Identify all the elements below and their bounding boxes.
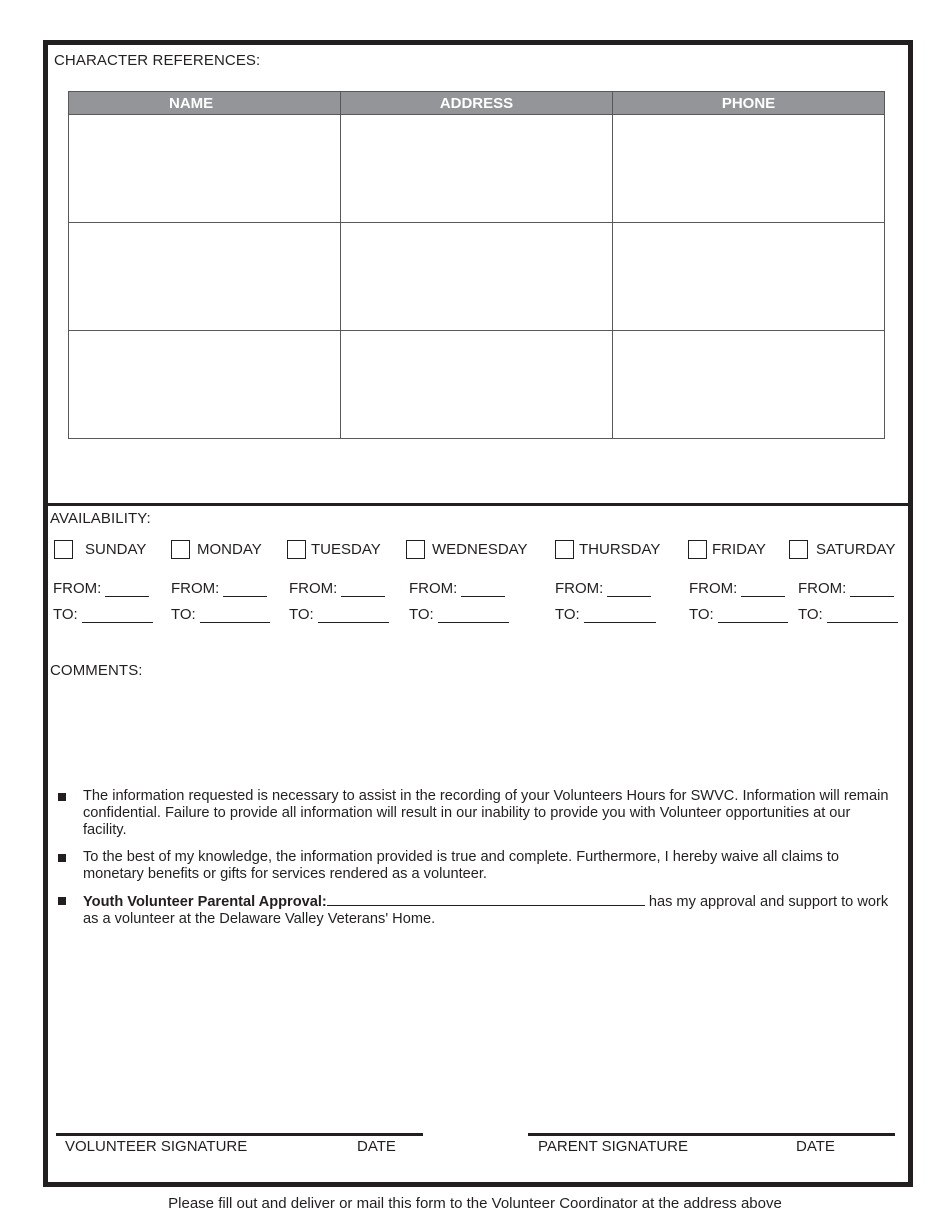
day-sunday [54, 538, 146, 561]
parental-approval-body: has my approval and support to work as a volunteer at the Delaware Valley Veterans' Home. [83, 894, 889, 927]
from-label: FROM: [689, 580, 738, 597]
reference-3-phone-cell[interactable] [613, 331, 885, 439]
reference-1-phone-cell[interactable] [613, 115, 885, 223]
saturday-to-field[interactable] [827, 608, 898, 623]
reference-1-name-cell[interactable] [69, 115, 341, 223]
to-label: TO: [798, 606, 823, 623]
tuesday-checkbox[interactable] [287, 540, 306, 559]
monday-label: MONDAY [197, 541, 262, 558]
saturday-label: SATURDAY [816, 541, 896, 558]
to-label: TO: [555, 606, 580, 623]
comments-title: COMMENTS: [50, 662, 143, 679]
monday-to-field[interactable] [200, 608, 270, 623]
to-label: TO: [409, 606, 434, 623]
column-header-name: NAME [69, 92, 341, 115]
friday-checkbox[interactable] [688, 540, 707, 559]
wednesday-label: WEDNESDAY [432, 541, 528, 558]
friday-from [689, 580, 785, 597]
info-statement-text: The information requested is necessary to assist in the recording of your Volunteers Hours for SWVC. Information will remain confidential. Failure to provide all information will result in our inability to provide you with Volunteer opportunities at our facility. [83, 788, 889, 838]
wednesday-checkbox[interactable] [406, 540, 425, 559]
sunday-label: SUNDAY [85, 541, 147, 558]
day-thursday [555, 538, 660, 561]
availability-title: AVAILABILITY: [50, 510, 151, 527]
table-row [69, 223, 885, 331]
saturday-from-field[interactable] [850, 582, 894, 597]
from-label: FROM: [409, 580, 458, 597]
sunday-to-field[interactable] [82, 608, 153, 623]
monday-to [171, 606, 270, 623]
reference-2-address-cell[interactable] [341, 223, 613, 331]
to-label: TO: [689, 606, 714, 623]
thursday-label: THURSDAY [579, 541, 661, 558]
day-friday [688, 538, 766, 561]
comments-field[interactable] [50, 684, 900, 774]
volunteer-signature-label: VOLUNTEER SIGNATURE [65, 1138, 248, 1155]
parental-approval-statement [58, 892, 894, 928]
truth-statement [58, 849, 894, 883]
from-label: FROM: [53, 580, 102, 597]
reference-2-name-cell[interactable] [69, 223, 341, 331]
monday-from-field[interactable] [223, 582, 267, 597]
sunday-from-field[interactable] [105, 582, 149, 597]
friday-to [689, 606, 788, 623]
thursday-from [555, 580, 651, 597]
from-label: FROM: [798, 580, 847, 597]
wednesday-to [409, 606, 509, 623]
section-divider [43, 503, 913, 506]
table-row [69, 115, 885, 223]
parent-signature-line[interactable] [528, 1133, 895, 1136]
parental-approval-text [83, 892, 894, 928]
monday-from [171, 580, 267, 597]
from-label: FROM: [171, 580, 220, 597]
monday-checkbox[interactable] [171, 540, 190, 559]
sunday-from [53, 580, 149, 597]
day-saturday [789, 538, 895, 561]
reference-1-address-cell[interactable] [341, 115, 613, 223]
friday-from-field[interactable] [741, 582, 785, 597]
thursday-to [555, 606, 656, 623]
sunday-checkbox[interactable] [54, 540, 73, 559]
to-label: TO: [171, 606, 196, 623]
references-title: CHARACTER REFERENCES: [54, 52, 261, 69]
reference-3-name-cell[interactable] [69, 331, 341, 439]
friday-to-field[interactable] [718, 608, 788, 623]
to-label: TO: [53, 606, 78, 623]
from-label: FROM: [289, 580, 338, 597]
references-table [68, 91, 885, 439]
tuesday-from-field[interactable] [341, 582, 385, 597]
reference-2-phone-cell[interactable] [613, 223, 885, 331]
column-header-address: ADDRESS [341, 92, 613, 115]
day-tuesday [287, 538, 381, 561]
volunteer-date-label: DATE [357, 1138, 396, 1155]
saturday-checkbox[interactable] [789, 540, 808, 559]
parental-approval-label: Youth Volunteer Parental Approval: [83, 894, 327, 910]
saturday-from [798, 580, 894, 597]
youth-name-field[interactable] [327, 892, 645, 906]
day-monday [171, 538, 262, 561]
thursday-from-field[interactable] [607, 582, 651, 597]
column-header-phone: PHONE [613, 92, 885, 115]
parent-date-label: DATE [796, 1138, 835, 1155]
to-label: TO: [289, 606, 314, 623]
reference-3-address-cell[interactable] [341, 331, 613, 439]
tuesday-to-field[interactable] [318, 608, 389, 623]
info-statement [58, 788, 894, 839]
wednesday-from-field[interactable] [461, 582, 505, 597]
from-label: FROM: [555, 580, 604, 597]
wednesday-from [409, 580, 505, 597]
table-row [69, 331, 885, 439]
parent-signature-label: PARENT SIGNATURE [538, 1138, 689, 1155]
truth-statement-text: To the best of my knowledge, the information provided is true and complete. Furthermore, I hereby waive all claims to monetary benefits or gifts for services rendered as a volunteer. [83, 849, 839, 882]
day-wednesday [406, 538, 528, 561]
bullet-icon [58, 854, 66, 862]
tuesday-to [289, 606, 389, 623]
volunteer-signature-line[interactable] [56, 1133, 423, 1136]
tuesday-label: TUESDAY [311, 541, 381, 558]
friday-label: FRIDAY [712, 541, 766, 558]
wednesday-to-field[interactable] [438, 608, 509, 623]
bullet-icon [58, 897, 66, 905]
sunday-to [53, 606, 153, 623]
thursday-checkbox[interactable] [555, 540, 574, 559]
tuesday-from [289, 580, 385, 597]
thursday-to-field[interactable] [584, 608, 656, 623]
bullet-icon [58, 793, 66, 801]
footer-instructions: Please fill out and deliver or mail this form to the Volunteer Coordinator at the address above [168, 1195, 782, 1212]
saturday-to [798, 606, 898, 623]
